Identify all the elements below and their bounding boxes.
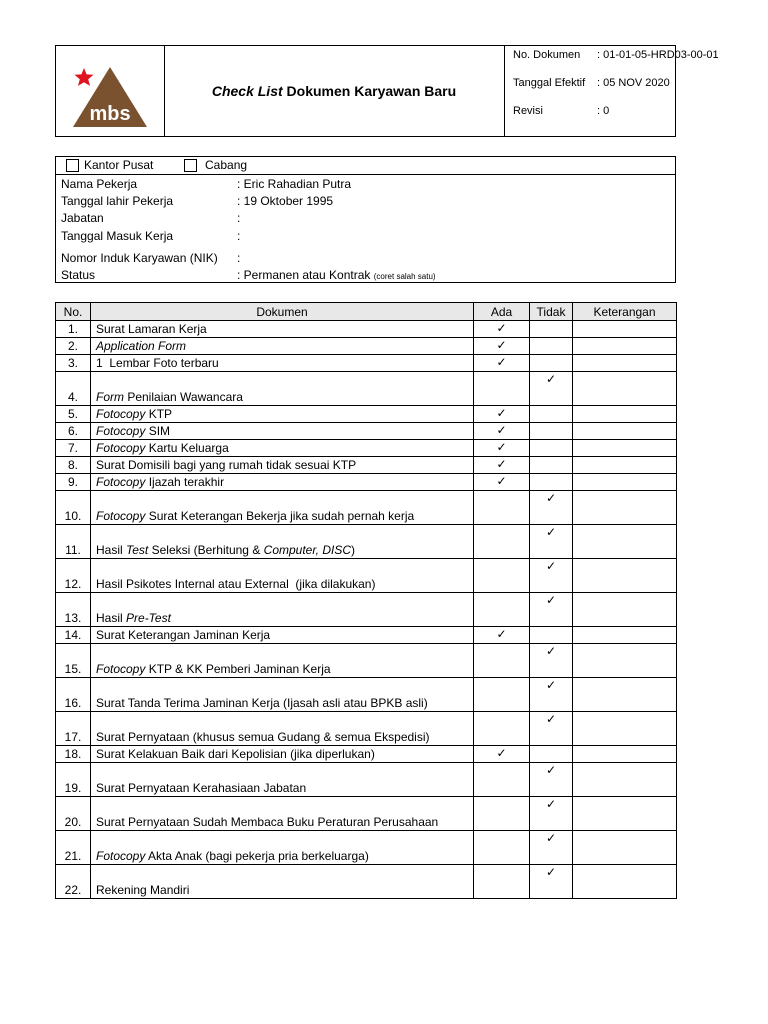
cell-ada[interactable] <box>474 491 530 525</box>
cell-keterangan[interactable] <box>573 559 677 593</box>
row-number: 5. <box>56 406 91 423</box>
cell-ada[interactable] <box>474 355 530 372</box>
table-row <box>56 763 677 797</box>
cell-ada[interactable] <box>474 406 530 423</box>
cell-keterangan[interactable] <box>573 763 677 797</box>
cell-tidak[interactable] <box>530 831 573 865</box>
cell-keterangan[interactable] <box>573 712 677 746</box>
cell-ada[interactable] <box>474 559 530 593</box>
document-name: Rekening Mandiri <box>91 865 474 899</box>
cell-tidak[interactable] <box>530 321 573 338</box>
cell-keterangan[interactable] <box>573 372 677 406</box>
row-number: 7. <box>56 440 91 457</box>
document-name: Surat Pernyataan Kerahasiaan Jabatan <box>91 763 474 797</box>
checkmark-icon: ✓ <box>545 644 557 658</box>
document-name: Hasil Pre-Test <box>91 593 474 627</box>
title-italic: Check List <box>211 83 283 99</box>
cell-ada[interactable] <box>474 644 530 678</box>
table-row <box>56 559 677 593</box>
cell-keterangan[interactable] <box>573 321 677 338</box>
cell-ada[interactable] <box>474 746 530 763</box>
cell-tidak[interactable] <box>530 797 573 831</box>
title-rest: Dokumen Karyawan Baru <box>282 83 457 99</box>
table-row <box>56 593 677 627</box>
checkmark-icon: ✓ <box>496 457 507 471</box>
checkmark-icon: ✓ <box>545 559 557 573</box>
checkmark-icon: ✓ <box>496 406 507 420</box>
row-number: 15. <box>56 644 91 678</box>
row-number: 19. <box>56 763 91 797</box>
checkmark-icon: ✓ <box>496 423 507 437</box>
red-star-icon <box>75 68 94 86</box>
document-name: Fotocopy Kartu Keluarga <box>91 440 474 457</box>
cell-ada[interactable] <box>474 372 530 406</box>
cell-keterangan[interactable] <box>573 423 677 440</box>
location-row <box>56 157 675 175</box>
row-number: 20. <box>56 797 91 831</box>
cell-tidak[interactable] <box>530 712 573 746</box>
document-name: Fotocopy Ijazah terakhir <box>91 474 474 491</box>
cell-ada[interactable] <box>474 474 530 491</box>
cell-tidak[interactable] <box>530 746 573 763</box>
table-row <box>56 627 677 644</box>
cell-keterangan[interactable] <box>573 831 677 865</box>
cell-ada[interactable] <box>474 865 530 899</box>
table-row <box>56 525 677 559</box>
cell-ada[interactable] <box>474 525 530 559</box>
table-row <box>56 372 677 406</box>
cell-tidak[interactable] <box>530 355 573 372</box>
cell-tidak[interactable] <box>530 440 573 457</box>
table-row <box>56 797 677 831</box>
table-row <box>56 440 677 457</box>
cell-keterangan[interactable] <box>573 644 677 678</box>
cell-ada[interactable] <box>474 423 530 440</box>
document-name: Surat Kelakuan Baik dari Kepolisian (jika diperlukan) <box>91 746 474 763</box>
document-name: Surat Tanda Terima Jaminan Kerja (Ijasah asli atau BPKB asli) <box>91 678 474 712</box>
header-ada: Ada <box>474 303 530 321</box>
header-keterangan: Keterangan <box>573 303 677 321</box>
checkmark-icon: ✓ <box>496 627 507 641</box>
cell-ada[interactable] <box>474 627 530 644</box>
checkmark-icon: ✓ <box>545 372 557 386</box>
row-number: 6. <box>56 423 91 440</box>
row-number: 14. <box>56 627 91 644</box>
table-row <box>56 831 677 865</box>
cell-ada[interactable] <box>474 712 530 746</box>
cell-tidak[interactable] <box>530 763 573 797</box>
cell-keterangan[interactable] <box>573 627 677 644</box>
document-header <box>55 45 719 137</box>
document-meta: No. Dokumen : 01-01-05-HRD03-00-01 Tanggal Efektif : 05 NOV 2020 Revisi : 0 <box>513 49 719 117</box>
checkmark-icon: ✓ <box>545 831 557 845</box>
table-row <box>56 423 677 440</box>
cell-keterangan[interactable] <box>573 474 677 491</box>
row-number: 13. <box>56 593 91 627</box>
cell-tidak[interactable] <box>530 372 573 406</box>
row-number: 2. <box>56 338 91 355</box>
cell-keterangan[interactable] <box>573 746 677 763</box>
cell-keterangan[interactable] <box>573 440 677 457</box>
kantor-pusat-label: Kantor Pusat <box>84 158 154 172</box>
document-name: Surat Pernyataan (khusus semua Gudang & semua Ekspedisi) <box>91 712 474 746</box>
checklist-body <box>56 321 677 899</box>
status-note: (coret salah satu) <box>373 272 436 281</box>
checkmark-icon: ✓ <box>545 525 557 539</box>
row-number: 22. <box>56 865 91 899</box>
cell-ada[interactable] <box>474 338 530 355</box>
checkmark-icon: ✓ <box>545 763 557 777</box>
header-no: No. <box>56 303 91 321</box>
document-name: Fotocopy KTP <box>91 406 474 423</box>
cell-tidak[interactable] <box>530 474 573 491</box>
checkmark-icon: ✓ <box>545 712 557 726</box>
document-name: Fotocopy Surat Keterangan Bekerja jika sudah pernah kerja <box>91 491 474 525</box>
cell-ada[interactable] <box>474 321 530 338</box>
document-name: Fotocopy SIM <box>91 423 474 440</box>
cell-keterangan[interactable] <box>573 355 677 372</box>
table-row <box>56 355 677 372</box>
checkmark-icon: ✓ <box>496 321 507 335</box>
kantor-pusat-checkbox[interactable] <box>66 159 79 172</box>
employee-info-box: Kantor Pusat Cabang Nama Pekerja : Eric Rahadian Putra Tanggal lahir Pekerja : 19 Oktober 1995 Jabatan : Tanggal Masuk Kerja : Nomor Induk Karyawan (NIK) : Status : Permanen atau Kontrak (coret salah satu) <box>55 156 676 283</box>
checkmark-icon: ✓ <box>545 593 557 607</box>
table-row <box>56 746 677 763</box>
row-number: 1. <box>56 321 91 338</box>
row-number: 18. <box>56 746 91 763</box>
document-name: Surat Keterangan Jaminan Kerja <box>91 627 474 644</box>
cell-tidak[interactable] <box>530 406 573 423</box>
row-number: 10. <box>56 491 91 525</box>
table-row <box>56 712 677 746</box>
cell-tidak[interactable] <box>530 491 573 525</box>
document-name: Fotocopy Akta Anak (bagi pekerja pria berkeluarga) <box>91 831 474 865</box>
row-number: 16. <box>56 678 91 712</box>
cell-tidak[interactable] <box>530 559 573 593</box>
checkmark-icon: ✓ <box>496 355 507 369</box>
document-name: Form Penilaian Wawancara <box>91 372 474 406</box>
cell-tidak[interactable] <box>530 457 573 474</box>
row-number: 17. <box>56 712 91 746</box>
table-row <box>56 865 677 899</box>
cell-keterangan[interactable] <box>573 525 677 559</box>
cell-keterangan[interactable] <box>573 406 677 423</box>
row-number: 3. <box>56 355 91 372</box>
document-name: Surat Lamaran Kerja <box>91 321 474 338</box>
cell-keterangan[interactable] <box>573 678 677 712</box>
cell-ada[interactable] <box>474 797 530 831</box>
logo-cell <box>56 46 165 136</box>
checkmark-icon: ✓ <box>545 678 557 692</box>
document-name: Surat Pernyataan Sudah Membaca Buku Peraturan Perusahaan <box>91 797 474 831</box>
table-row <box>56 406 677 423</box>
document-name: Application Form <box>91 338 474 355</box>
logo-text: mbs <box>89 103 131 125</box>
cell-ada[interactable] <box>474 457 530 474</box>
cell-tidak[interactable] <box>530 338 573 355</box>
mbs-logo <box>56 46 164 136</box>
table-row <box>56 491 677 525</box>
document-name: Surat Domisili bagi yang rumah tidak sesuai KTP <box>91 457 474 474</box>
table-row <box>56 321 677 338</box>
checkmark-icon: ✓ <box>545 865 557 879</box>
cell-ada[interactable] <box>474 763 530 797</box>
header-dokumen: Dokumen <box>91 303 474 321</box>
cell-tidak[interactable] <box>530 423 573 440</box>
cell-keterangan[interactable] <box>573 457 677 474</box>
checklist-table <box>55 302 677 899</box>
row-number: 9. <box>56 474 91 491</box>
checkmark-icon: ✓ <box>545 797 557 811</box>
cell-keterangan[interactable] <box>573 491 677 525</box>
row-number: 11. <box>56 525 91 559</box>
row-number: 21. <box>56 831 91 865</box>
checkmark-icon: ✓ <box>496 474 507 488</box>
cell-ada[interactable] <box>474 440 530 457</box>
cell-ada[interactable] <box>474 593 530 627</box>
document-name: Hasil Psikotes Internal atau External (jika dilakukan) <box>91 559 474 593</box>
table-row <box>56 474 677 491</box>
table-row <box>56 678 677 712</box>
cell-keterangan[interactable] <box>573 865 677 899</box>
cell-ada[interactable] <box>474 831 530 865</box>
cell-keterangan[interactable] <box>573 797 677 831</box>
checkmark-icon: ✓ <box>496 746 507 760</box>
cell-tidak[interactable] <box>530 525 573 559</box>
cabang-label: Cabang <box>205 158 248 172</box>
document-name: Hasil Test Seleksi (Berhitung & Computer, DISC) <box>91 525 474 559</box>
cabang-checkbox[interactable] <box>184 159 197 172</box>
cell-tidak[interactable] <box>530 678 573 712</box>
checkmark-icon: ✓ <box>496 338 507 352</box>
cell-tidak[interactable] <box>530 627 573 644</box>
checkmark-icon: ✓ <box>496 440 507 454</box>
row-number: 8. <box>56 457 91 474</box>
table-row <box>56 644 677 678</box>
table-header-row <box>56 303 677 321</box>
cell-tidak[interactable] <box>530 593 573 627</box>
table-row <box>56 457 677 474</box>
table-row <box>56 338 677 355</box>
cell-tidak[interactable] <box>530 865 573 899</box>
row-number: 12. <box>56 559 91 593</box>
document-name: 1 Lembar Foto terbaru <box>91 355 474 372</box>
document-name: Fotocopy KTP & KK Pemberi Jaminan Kerja <box>91 644 474 678</box>
document-title <box>164 46 505 136</box>
cell-tidak[interactable] <box>530 644 573 678</box>
cell-keterangan[interactable] <box>573 338 677 355</box>
cell-keterangan[interactable] <box>573 593 677 627</box>
cell-ada[interactable] <box>474 678 530 712</box>
checkmark-icon: ✓ <box>545 491 557 505</box>
row-number: 4. <box>56 372 91 406</box>
header-tidak: Tidak <box>530 303 573 321</box>
